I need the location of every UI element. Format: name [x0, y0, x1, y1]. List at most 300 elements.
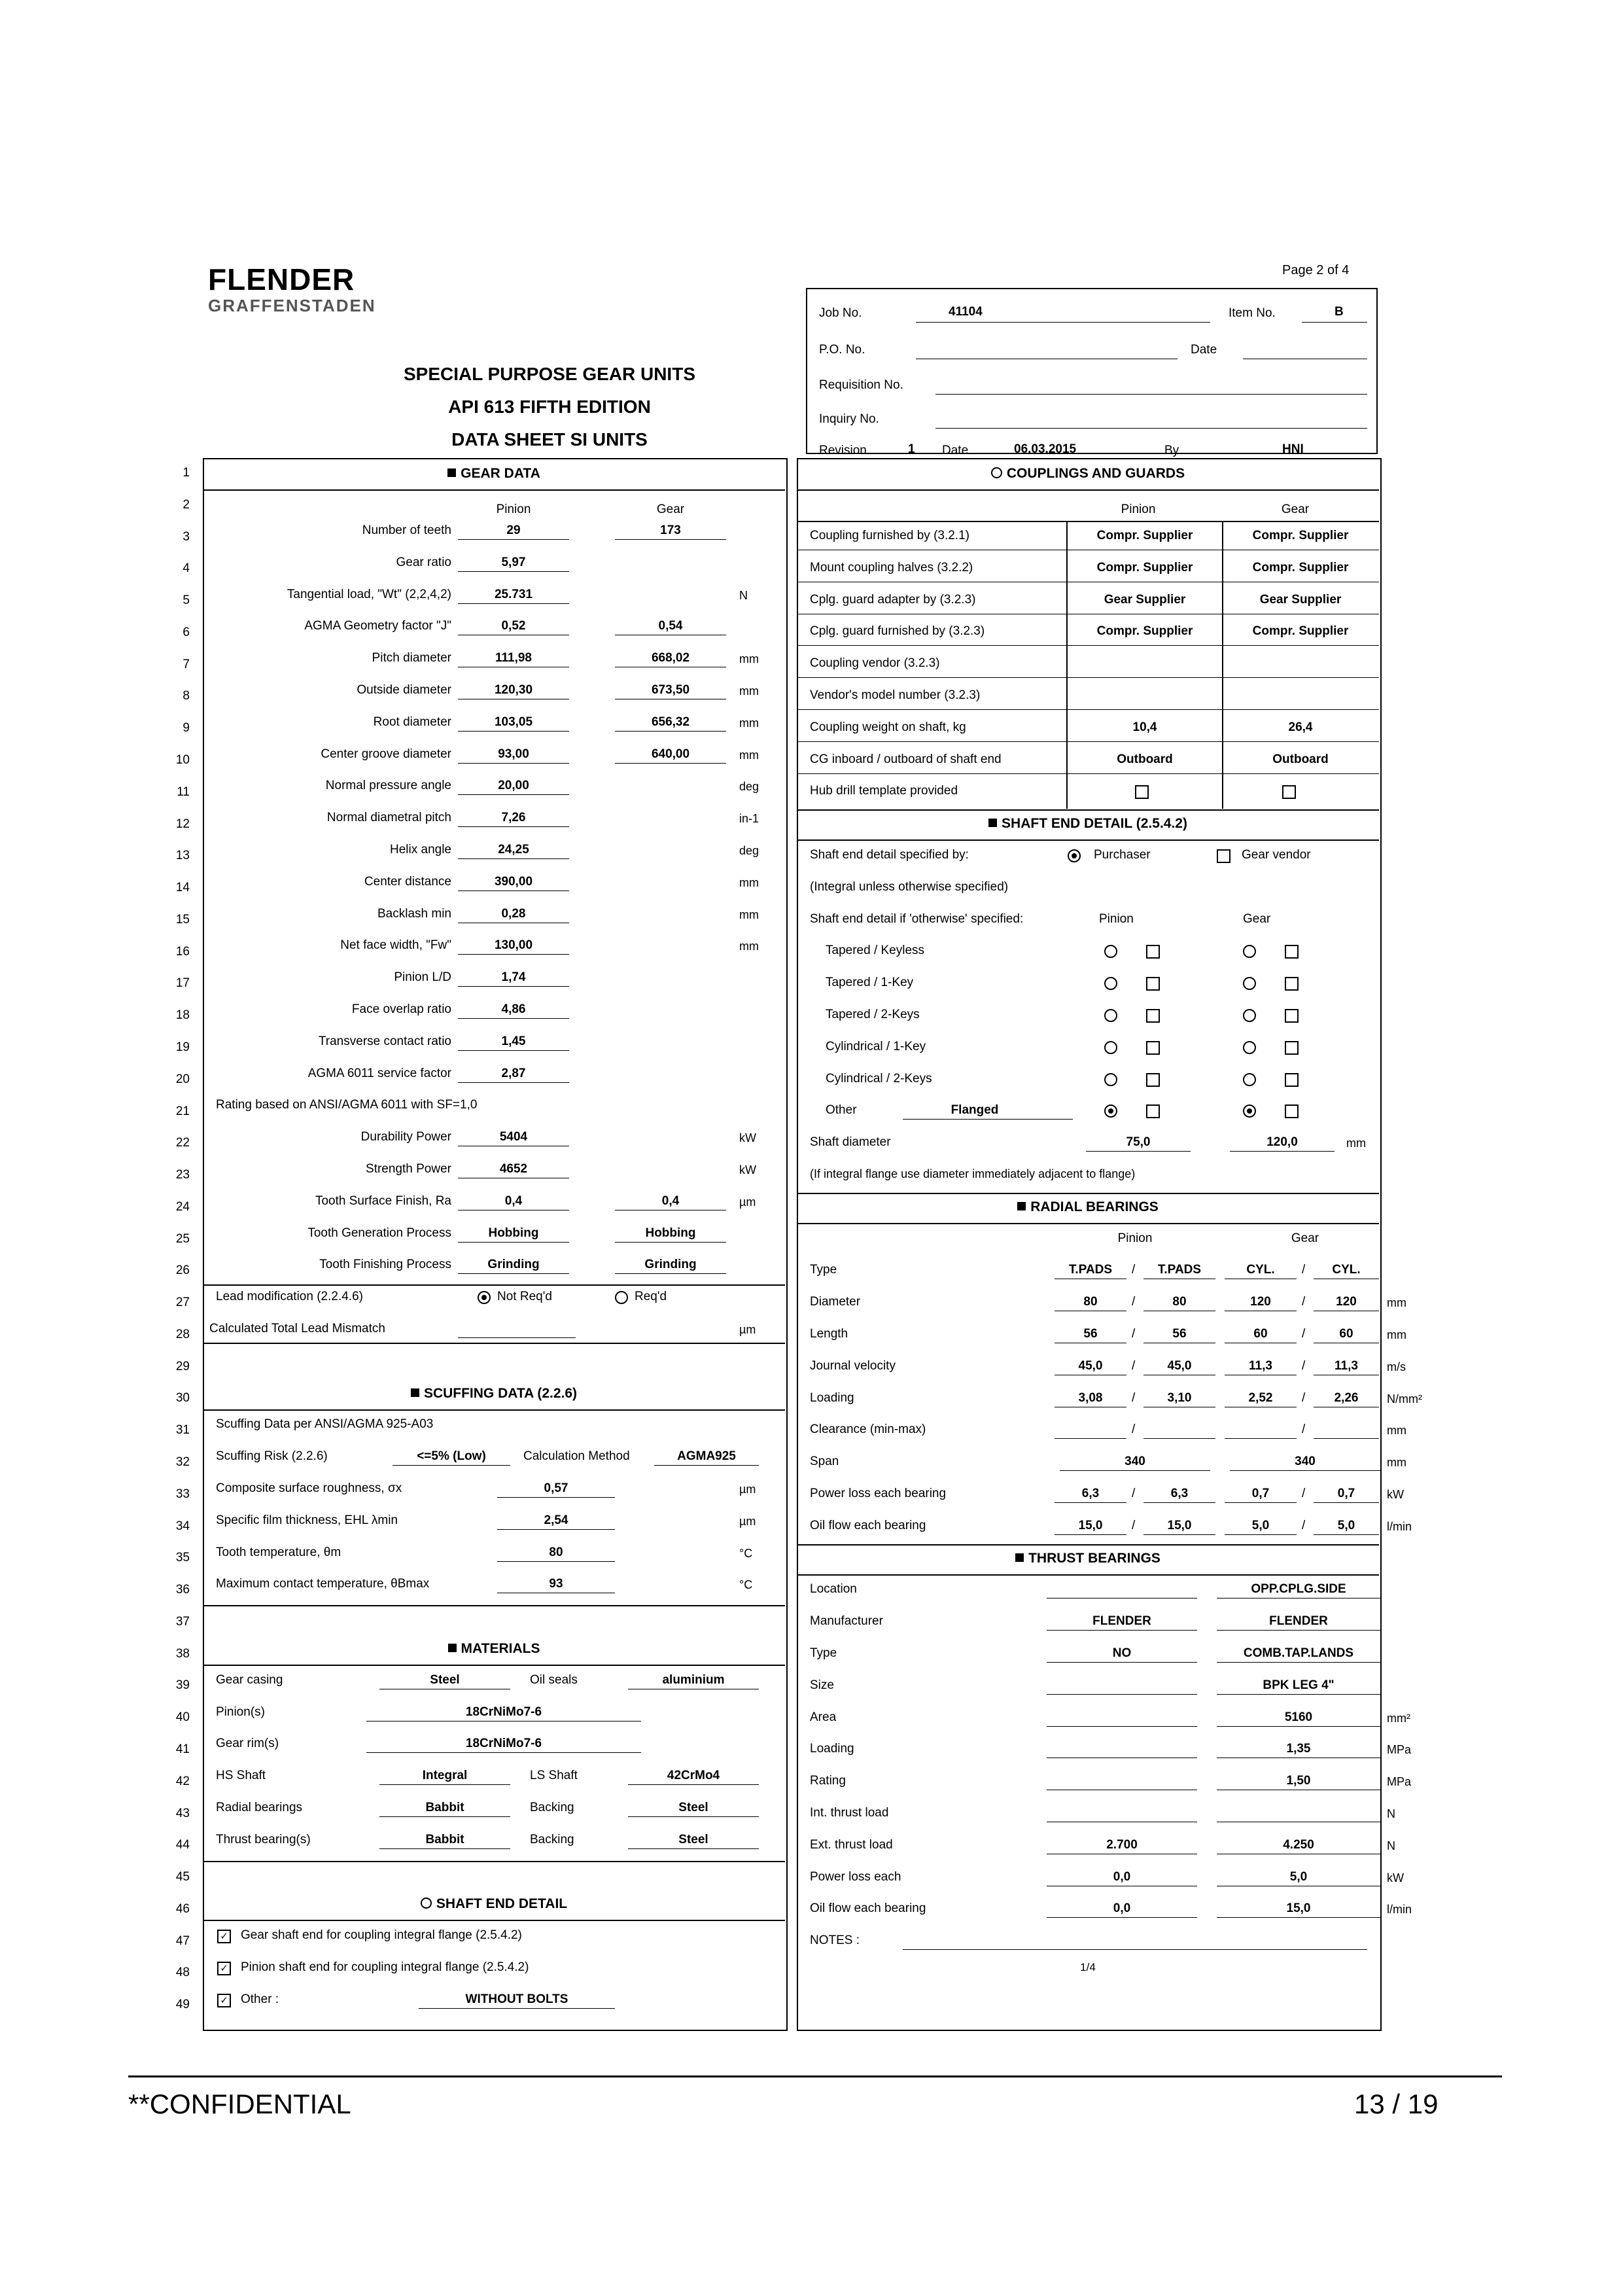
- row-number: 30: [175, 1391, 190, 1405]
- value-underline: [1314, 1534, 1379, 1535]
- shaft-col-gear-header: Gear: [1243, 912, 1271, 926]
- row-number: 4: [183, 561, 190, 575]
- value-underline: [654, 1465, 759, 1466]
- gear-data-unit: in-1: [739, 812, 759, 825]
- row-number: 36: [175, 1583, 190, 1597]
- thrust-label: Location: [810, 1582, 857, 1596]
- section-divider: [203, 1605, 785, 1606]
- scuffing-unit: °C: [739, 1547, 753, 1560]
- lead-mismatch-unit: µm: [739, 1323, 756, 1336]
- radial-unit: kW: [1387, 1488, 1404, 1501]
- thrust-pinion-value: 2.700: [1106, 1838, 1138, 1852]
- thrust-gear-value: 1,50: [1286, 1774, 1311, 1788]
- requisition-no-label: Requisition No.: [819, 378, 903, 392]
- section-divider: [203, 1920, 785, 1921]
- scuffing-unit: °C: [739, 1578, 753, 1591]
- material-label: Radial bearings: [216, 1801, 303, 1814]
- shaft-type-gear-checkbox[interactable]: [1285, 977, 1299, 991]
- radial-slash: /: [1132, 1295, 1136, 1309]
- otherwise-specified-label: Shaft end detail if 'otherwise' specified:: [810, 912, 1024, 926]
- radial-unit: mm: [1387, 1424, 1406, 1437]
- company-logo: FLENDER: [208, 262, 355, 296]
- scuffing-value: 93: [549, 1577, 563, 1591]
- gear-data-gear-value: 173: [660, 523, 681, 537]
- radial-pinion-value-1: 3,08: [1078, 1391, 1103, 1405]
- shaft-diameter-unit: mm: [1346, 1137, 1366, 1150]
- gear-data-gear-value: 668,02: [651, 651, 690, 665]
- radial-head-text: RADIAL BEARINGS: [1030, 1199, 1159, 1214]
- coupling-pinion-value: Outboard: [1117, 752, 1173, 766]
- row-number: 44: [175, 1838, 190, 1852]
- shaft-type-pinion-radio[interactable]: [1104, 1009, 1117, 1022]
- shaft-type-gear-checkbox[interactable]: [1285, 1041, 1299, 1055]
- value-underline: [379, 1816, 510, 1817]
- thrust-gear-value: 15,0: [1286, 1901, 1311, 1915]
- gear-data-label: Durability Power: [360, 1130, 451, 1144]
- section-divider: [797, 1544, 1379, 1545]
- gear-data-pinion-value: 111,98: [495, 651, 532, 665]
- scuffing-label: Specific film thickness, EHL λmin: [216, 1513, 398, 1527]
- row-number: 11: [177, 785, 190, 799]
- thrust-gear-value: 4.250: [1283, 1838, 1314, 1852]
- thrust-head-text: THRUST BEARINGS: [1028, 1551, 1161, 1566]
- integral-note: (Integral unless otherwise specified): [810, 880, 1009, 894]
- thrust-unit: N: [1387, 1839, 1395, 1852]
- shaft-end-item-value: WITHOUT BOLTS: [465, 1992, 568, 2006]
- thrust-pinion-value: 0,0: [1113, 1870, 1131, 1884]
- coupling-pinion-value: Gear Supplier: [1104, 593, 1186, 607]
- shaft-type-gear-radio[interactable]: [1243, 977, 1256, 990]
- gear-data-pinion-value: Hobbing: [488, 1226, 539, 1240]
- value-underline: [615, 731, 726, 732]
- thrust-label: Oil flow each bearing: [810, 1901, 926, 1915]
- coupling-pinion-value: Compr. Supplier: [1096, 624, 1193, 638]
- gear-data-pinion-value: 4652: [499, 1162, 528, 1176]
- gear-data-pinion-value: 29: [506, 523, 521, 537]
- shaft-end-item-label: Other :: [241, 1992, 279, 2006]
- row-number: 18: [175, 1008, 190, 1022]
- gear-data-unit: kW: [739, 1131, 756, 1144]
- row-number: 13: [175, 849, 190, 862]
- lead-mismatch-label: Calculated Total Lead Mismatch: [209, 1322, 385, 1335]
- value-underline: [1230, 1151, 1335, 1152]
- materials-head-text: MATERIALS: [461, 1641, 540, 1656]
- radial-label: Power loss each bearing: [810, 1487, 947, 1500]
- row-number: 3: [183, 530, 190, 544]
- sheet-title-line2: API 613 FIFTH EDITION: [448, 397, 651, 417]
- material-label: Thrust bearing(s): [216, 1833, 311, 1846]
- coupling-label: Coupling weight on shaft, kg: [810, 720, 966, 734]
- radial-label: Oil flow each bearing: [810, 1519, 926, 1532]
- value-underline: [458, 1082, 569, 1083]
- shaft-type-pinion-radio[interactable]: [1104, 1104, 1117, 1118]
- shaft-end-checkbox[interactable]: ✓: [217, 1994, 231, 2007]
- radial-slash: /: [1132, 1263, 1136, 1277]
- gear-data-unit: mm: [739, 749, 759, 762]
- gear-data-label: Backlash min: [377, 907, 451, 921]
- value-underline: [1055, 1438, 1126, 1439]
- thrust-label: Power loss each: [810, 1870, 901, 1884]
- value-underline: [1047, 1630, 1197, 1631]
- radial-gear-value-1: CYL.: [1246, 1263, 1275, 1277]
- coupling-label: Cplg. guard adapter by (3.2.3): [810, 593, 976, 607]
- right-col-pinion-header: Pinion: [1121, 503, 1156, 516]
- value-underline: [1217, 1917, 1380, 1918]
- rating-basis-note: Rating based on ANSI/AGMA 6011 with SF=1,0: [216, 1098, 478, 1112]
- value-underline: [379, 1784, 510, 1785]
- shaft-type-other-value: Flanged: [951, 1103, 999, 1117]
- value-underline: [458, 763, 569, 764]
- material-value-2: Steel: [678, 1801, 708, 1814]
- gear-data-pinion-value: 5404: [499, 1130, 528, 1144]
- radial-gear-value-2: 0,7: [1337, 1487, 1355, 1500]
- row-number: 37: [175, 1615, 190, 1629]
- value-underline: [458, 858, 569, 859]
- revision-value: 1: [908, 442, 915, 456]
- lead-mod-reqd-radio[interactable]: [615, 1291, 628, 1304]
- scuffing-unit: µm: [739, 1483, 756, 1496]
- inquiry-no-label: Inquiry No.: [819, 412, 879, 426]
- footer-page-number: 13 / 19: [1354, 2089, 1439, 2119]
- radial-gear-value-1: 120: [1250, 1295, 1271, 1309]
- radial-unit: mm: [1387, 1296, 1406, 1309]
- row-number: 7: [183, 658, 190, 671]
- coupling-label: Coupling furnished by (3.2.1): [810, 529, 969, 542]
- thrust-label: Type: [810, 1646, 837, 1660]
- gear-data-unit: deg: [739, 780, 759, 793]
- filled-square-icon: [447, 468, 456, 477]
- value-underline: [628, 1816, 759, 1817]
- shaft-diameter-gear-value: 120,0: [1266, 1135, 1298, 1149]
- thrust-gear-value: COMB.TAP.LANDS: [1243, 1646, 1354, 1660]
- value-underline: [1143, 1534, 1215, 1535]
- row-divider: [797, 677, 1379, 678]
- gear-data-label: Face overlap ratio: [351, 1002, 451, 1016]
- value-underline: [615, 763, 726, 764]
- section-divider: [797, 1223, 1379, 1224]
- by-value: HNI: [1282, 442, 1304, 456]
- row-number: 28: [175, 1328, 190, 1341]
- scuffing-value: 80: [549, 1545, 563, 1559]
- radial-pinion-value-1: 6,3: [1081, 1487, 1100, 1500]
- radial-slash: /: [1132, 1327, 1136, 1341]
- coupling-gear-value: Compr. Supplier: [1252, 529, 1349, 542]
- gear-data-gear-value: 0,4: [661, 1194, 680, 1208]
- radial-pinion-value-1: 45,0: [1078, 1359, 1103, 1373]
- row-number: 1: [183, 466, 190, 480]
- gear-data-unit: mm: [739, 716, 759, 730]
- shaft-type-pinion-radio[interactable]: [1104, 1073, 1117, 1086]
- coupling-pinion-value: Compr. Supplier: [1096, 529, 1193, 542]
- revision-date-value: 06.03.2015: [1014, 442, 1077, 456]
- row-number: 31: [175, 1423, 190, 1437]
- shaft-type-label: Cylindrical / 1-Key: [826, 1040, 926, 1053]
- gear-data-pinion-value: 20,00: [498, 779, 529, 792]
- gear-data-pinion-value: 5,97: [501, 556, 526, 569]
- shaft-end-head-text: SHAFT END DETAIL: [436, 1896, 568, 1911]
- shaft-col-pinion-header: Pinion: [1099, 912, 1134, 926]
- section-divider: [797, 839, 1379, 841]
- gear-vendor-checkbox[interactable]: [1217, 849, 1230, 863]
- item-no-value: B: [1335, 305, 1344, 319]
- gear-data-pinion-value: 0,52: [501, 619, 526, 633]
- value-underline: [497, 1497, 615, 1498]
- scuffing-label: Tooth temperature, θm: [216, 1545, 341, 1559]
- shaft-type-pinion-radio[interactable]: [1104, 977, 1117, 990]
- shaft-end-checkbox[interactable]: ✓: [217, 1930, 231, 1943]
- company-sublogo: GRAFFENSTADEN: [208, 296, 376, 315]
- shaft-type-pinion-checkbox[interactable]: [1146, 977, 1160, 991]
- hub-drill-gear-checkbox[interactable]: [1282, 785, 1296, 799]
- shaft-type-gear-radio[interactable]: [1243, 1009, 1256, 1022]
- value-underline: [1217, 1694, 1380, 1695]
- radial-gear-value-1: 5,0: [1251, 1519, 1270, 1532]
- value-underline: [366, 1752, 641, 1753]
- radial-slash: /: [1132, 1519, 1136, 1532]
- value-underline: [458, 1242, 569, 1243]
- value-underline: [458, 794, 569, 795]
- shaft-type-pinion-radio[interactable]: [1104, 945, 1117, 958]
- shaft-type-label: Tapered / 1-Key: [826, 976, 914, 989]
- shaft-type-pinion-checkbox[interactable]: [1146, 1041, 1160, 1055]
- radial-gear-value-2: 2,26: [1334, 1391, 1359, 1405]
- shaft-type-gear-checkbox[interactable]: [1285, 1104, 1299, 1118]
- gear-data-pinion-value: 25.731: [494, 588, 533, 601]
- gear-data-pinion-value: 0,4: [504, 1194, 523, 1208]
- material-value: 18CrNiMo7-6: [465, 1737, 542, 1750]
- shaft-type-gear-checkbox[interactable]: [1285, 1009, 1299, 1023]
- value-underline: [458, 1337, 576, 1338]
- gear-data-pinion-value: 0,28: [501, 907, 526, 921]
- thrust-label: Manufacturer: [810, 1614, 883, 1628]
- job-no-value: 41104: [949, 305, 983, 319]
- shaft-type-gear-radio[interactable]: [1243, 945, 1256, 958]
- gear-data-unit: mm: [739, 940, 759, 953]
- gear-data-pinion-value: 93,00: [498, 747, 529, 761]
- value-underline: [1314, 1438, 1379, 1439]
- row-number: 41: [175, 1742, 190, 1756]
- value-underline: [458, 571, 569, 572]
- gear-data-label: Root diameter: [373, 715, 451, 729]
- section-divider: [797, 1193, 1379, 1194]
- row-number: 48: [175, 1966, 190, 1979]
- radial-label: Journal velocity: [810, 1359, 896, 1373]
- purchaser-label: Purchaser: [1094, 848, 1151, 862]
- material-value: Steel: [430, 1673, 460, 1687]
- value-underline: [628, 1848, 759, 1849]
- radial-slash: /: [1302, 1295, 1306, 1309]
- shaft-end-item-label: Gear shaft end for coupling integral flange (2.5.4.2): [241, 1928, 522, 1942]
- shaft-type-gear-radio[interactable]: [1243, 1073, 1256, 1086]
- row-number: 21: [175, 1104, 190, 1118]
- radial-slash: /: [1302, 1519, 1306, 1532]
- footer-divider: [128, 2075, 1502, 2077]
- thrust-gear-value: FLENDER: [1269, 1614, 1328, 1628]
- thrust-label: Loading: [810, 1742, 854, 1756]
- row-divider: [797, 773, 1379, 774]
- radial-pinion-value-1: 56: [1083, 1327, 1098, 1341]
- coupling-gear-value: Compr. Supplier: [1252, 561, 1349, 574]
- thrust-unit: mm²: [1387, 1712, 1410, 1725]
- shaft-type-pinion-checkbox[interactable]: [1146, 1009, 1160, 1023]
- coupling-label: CG inboard / outboard of shaft end: [810, 752, 1002, 766]
- radial-pinion-value-2: 3,10: [1167, 1391, 1192, 1405]
- shaft-type-gear-checkbox[interactable]: [1285, 1073, 1299, 1087]
- scuffing-head-text: SCUFFING DATA (2.2.6): [423, 1386, 578, 1401]
- section-divider: [203, 1409, 785, 1411]
- scuffing-label: Scuffing Risk (2.2.6): [216, 1449, 328, 1463]
- radial-label: Span: [810, 1455, 839, 1468]
- row-number: 14: [175, 881, 190, 894]
- shaft-detail-head-text: SHAFT END DETAIL (2.5.4.2): [1002, 816, 1187, 831]
- thrust-unit: N: [1387, 1807, 1395, 1820]
- coupling-gear-value: Compr. Supplier: [1252, 624, 1349, 638]
- thrust-unit: kW: [1387, 1871, 1404, 1884]
- shaft-type-pinion-checkbox[interactable]: [1146, 1104, 1160, 1118]
- gear-data-gear-value: Grinding: [644, 1258, 697, 1271]
- row-number: 40: [175, 1710, 190, 1724]
- radial-pinion-value-2: T.PADS: [1157, 1263, 1202, 1277]
- section-divider: [203, 1284, 785, 1286]
- radial-pinion-value-1: 15,0: [1078, 1519, 1103, 1532]
- radial-gear-value: 340: [1295, 1455, 1316, 1468]
- value-underline: [615, 1273, 726, 1274]
- thrust-label: Rating: [810, 1774, 846, 1788]
- shaft-type-gear-radio[interactable]: [1243, 1104, 1256, 1118]
- value-underline: [458, 731, 569, 732]
- thrust-label: Area: [810, 1710, 837, 1724]
- coupling-gear-value: Gear Supplier: [1259, 593, 1342, 607]
- row-divider: [797, 741, 1379, 742]
- thrust-label: Size: [810, 1678, 834, 1692]
- value-underline: [458, 603, 569, 604]
- gear-data-unit: deg: [739, 844, 759, 857]
- radial-label: Diameter: [810, 1295, 861, 1309]
- value-underline: [1060, 1470, 1210, 1471]
- shaft-type-pinion-checkbox[interactable]: [1146, 945, 1160, 959]
- scuffing-label: Maximum contact temperature, θBmax: [216, 1577, 430, 1591]
- gear-data-pinion-value: 103,05: [494, 715, 533, 729]
- shaft-type-gear-radio[interactable]: [1243, 1041, 1256, 1054]
- shaft-type-label: Other: [826, 1103, 857, 1117]
- material-value: Integral: [422, 1769, 468, 1782]
- gear-data-unit: N: [739, 589, 748, 602]
- radial-slash: /: [1132, 1391, 1136, 1405]
- value-underline: [1217, 1757, 1380, 1758]
- value-underline: [1314, 1502, 1379, 1503]
- shaft-type-gear-checkbox[interactable]: [1285, 945, 1299, 959]
- materials-section-header: [203, 1641, 785, 1657]
- material-value: 18CrNiMo7-6: [465, 1705, 542, 1719]
- value-underline: [458, 1050, 569, 1051]
- purchaser-radio[interactable]: [1068, 849, 1081, 862]
- radial-unit: m/s: [1387, 1360, 1406, 1373]
- value-underline: [903, 1949, 1367, 1950]
- radial-slash: /: [1302, 1359, 1306, 1373]
- value-underline: [1217, 1662, 1380, 1663]
- po-no-label: P.O. No.: [819, 343, 865, 357]
- gear-data-label: Net face width, "Fw": [340, 938, 451, 952]
- row-number: 19: [175, 1040, 190, 1054]
- value-underline: [458, 954, 569, 955]
- shaft-type-pinion-checkbox[interactable]: [1146, 1073, 1160, 1087]
- material-label-2: Oil seals: [530, 1673, 578, 1687]
- radial-slash: /: [1302, 1422, 1306, 1436]
- gear-data-label: Pitch diameter: [372, 651, 451, 665]
- radial-slash: /: [1302, 1263, 1306, 1277]
- row-number: 16: [175, 945, 190, 959]
- material-value: Babbit: [425, 1833, 464, 1846]
- gear-data-label: Strength Power: [366, 1162, 451, 1176]
- gear-data-pinion-value: 1,74: [501, 970, 526, 984]
- gear-data-label: Normal diametral pitch: [326, 811, 451, 824]
- gear-data-label: AGMA Geometry factor "J": [304, 619, 451, 633]
- value-underline: [615, 1242, 726, 1243]
- gear-data-label: Gear ratio: [396, 556, 451, 569]
- shaft-type-pinion-radio[interactable]: [1104, 1041, 1117, 1054]
- row-number: 15: [175, 913, 190, 927]
- shaft-end-item-label: Pinion shaft end for coupling integral flange (2.5.4.2): [241, 1960, 529, 1974]
- radial-unit: N/mm²: [1387, 1392, 1422, 1405]
- left-col-gear-header: Gear: [656, 503, 685, 516]
- row-number: 45: [175, 1870, 190, 1884]
- radial-pinion-value-1: 80: [1083, 1295, 1098, 1309]
- gear-data-label: Tooth Finishing Process: [319, 1258, 451, 1271]
- row-number: 8: [183, 689, 190, 703]
- coupling-label: Coupling vendor (3.2.3): [810, 656, 940, 670]
- scuffing-section-header: [203, 1386, 785, 1402]
- thrust-gear-value: 5160: [1284, 1710, 1313, 1724]
- radial-pinion-value-1: T.PADS: [1068, 1263, 1113, 1277]
- value-underline: [419, 2008, 615, 2009]
- lead-mod-notreqd-radio[interactable]: [478, 1291, 491, 1304]
- radial-gear-value-2: CYL.: [1332, 1263, 1361, 1277]
- gear-data-unit: mm: [739, 652, 759, 665]
- row-number: 42: [175, 1775, 190, 1788]
- gear-data-label: Tangential load, "Wt" (2,2,4,2): [287, 588, 451, 601]
- radial-col-pinion-header: Pinion: [1117, 1231, 1153, 1245]
- shaft-end-checkbox[interactable]: ✓: [217, 1962, 231, 1975]
- material-label: HS Shaft: [216, 1769, 266, 1782]
- sheet-title-line3: DATA SHEET SI UNITS: [451, 429, 648, 450]
- row-number: 12: [175, 817, 190, 831]
- gear-data-label: Helix angle: [390, 843, 451, 857]
- radial-unit: mm: [1387, 1456, 1406, 1469]
- coupling-pinion-value: 10,4: [1132, 720, 1157, 734]
- coupling-label: Mount coupling halves (3.2.2): [810, 561, 973, 574]
- radial-label: Clearance (min-max): [810, 1422, 926, 1436]
- hub-drill-pinion-checkbox[interactable]: [1135, 785, 1149, 799]
- row-number: 33: [175, 1487, 190, 1501]
- gear-data-label: Transverse contact ratio: [318, 1034, 451, 1048]
- gear-data-label: Tooth Generation Process: [307, 1226, 451, 1240]
- radial-gear-value-1: 0,7: [1251, 1487, 1270, 1500]
- notes-label: NOTES :: [810, 1934, 860, 1947]
- value-underline: [1143, 1502, 1215, 1503]
- value-underline: [497, 1561, 615, 1562]
- row-number: 23: [175, 1168, 190, 1182]
- shaft-type-label: Tapered / Keyless: [826, 944, 925, 957]
- coupling-gear-value: Outboard: [1272, 752, 1329, 766]
- row-number: 46: [175, 1902, 190, 1916]
- open-circle-icon: [421, 1898, 432, 1909]
- by-label: By: [1164, 444, 1179, 457]
- row-number: 9: [183, 721, 190, 735]
- radial-slash: /: [1132, 1422, 1136, 1436]
- filled-square-icon: [1017, 1202, 1026, 1210]
- radial-pinion-value-2: 56: [1172, 1327, 1187, 1341]
- thrust-unit: MPa: [1387, 1775, 1412, 1788]
